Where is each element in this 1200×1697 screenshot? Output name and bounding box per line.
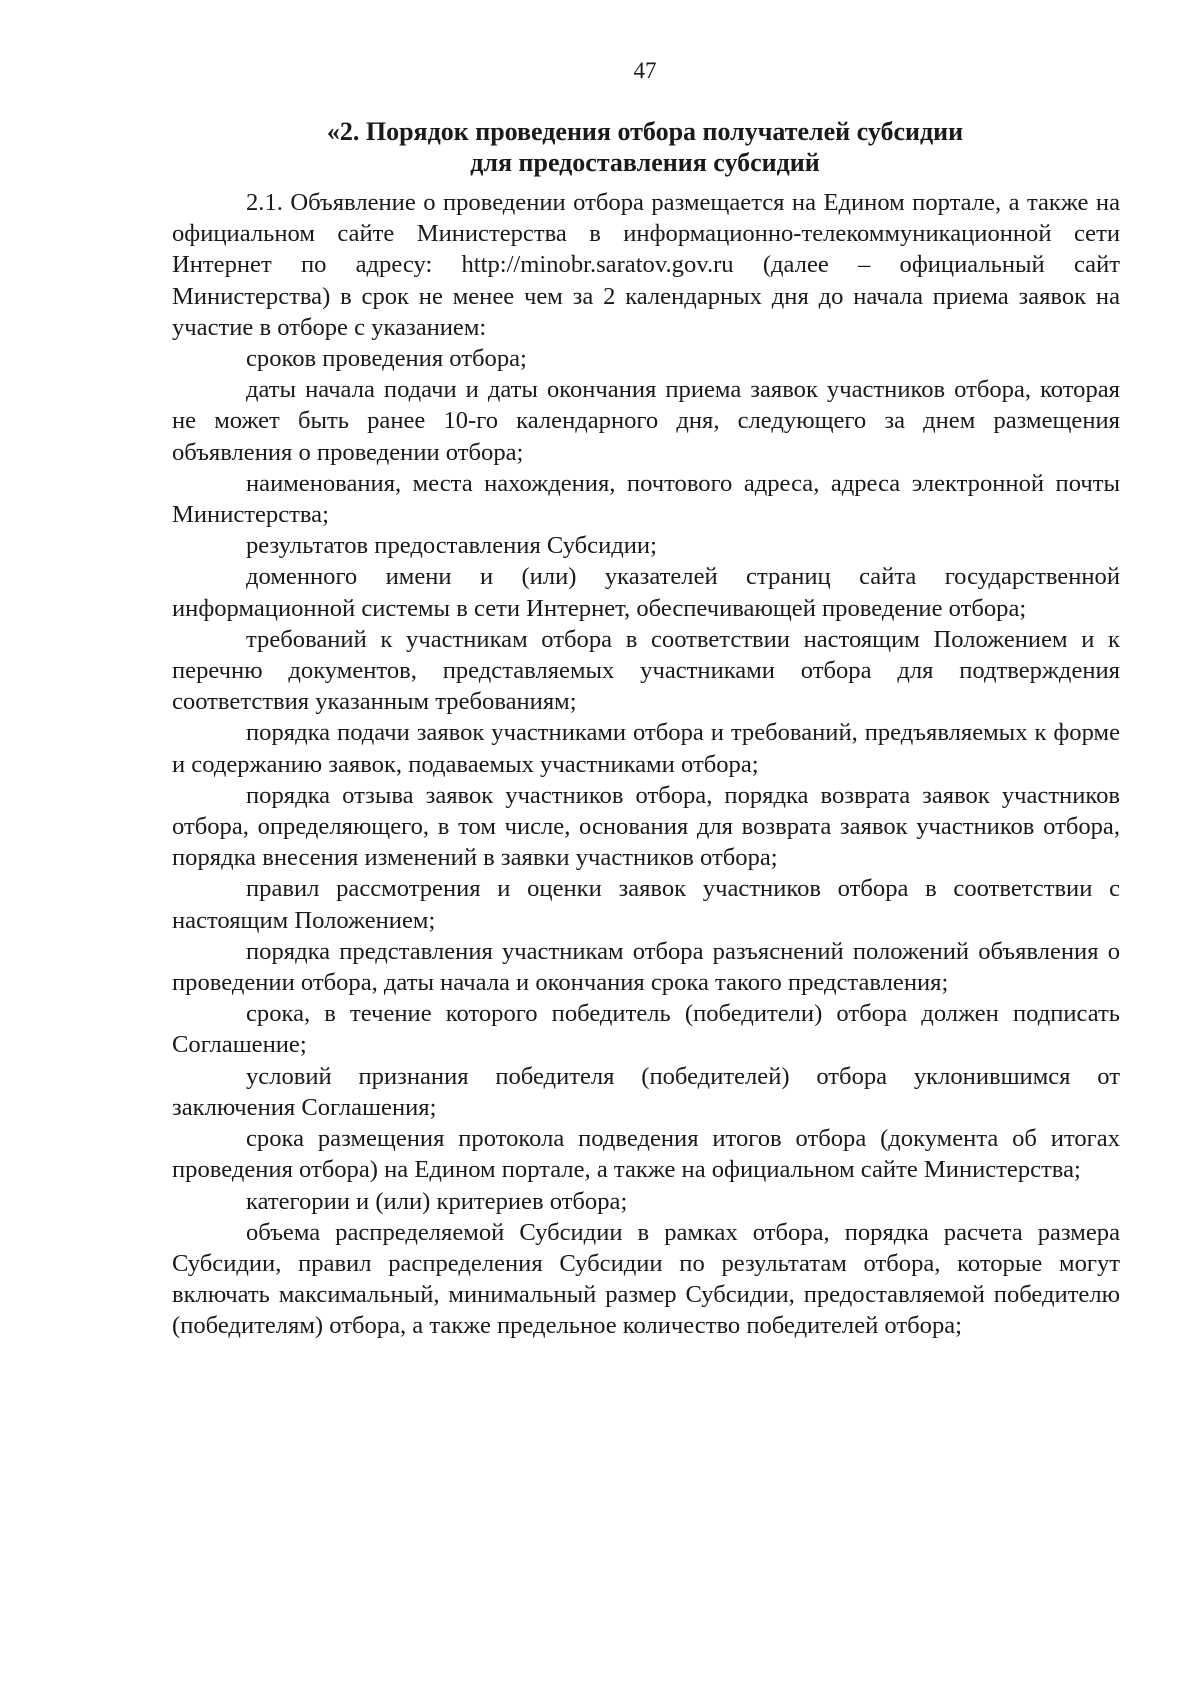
page-number: 47 — [633, 58, 657, 83]
section-heading-line-1: «2. Порядок проведения отбора получателей субсидии — [326, 117, 964, 146]
list-item-review-rules: правил рассмотрения и оценки заявок участников отбора в соответствии с настоящим Положением; — [172, 875, 1120, 934]
list-item-requirements: требований к участникам отбора в соответствии настоящим Положением и к перечню документов, представляемых участниками отбора для подтверждения соответствия указанным требованиям; — [172, 625, 1120, 716]
list-item-criteria: категории и (или) критериев отбора; — [246, 1187, 628, 1215]
list-item-dates: даты начала подачи и даты окончания приема заявок участников отбора, которая не может быть ранее 10-го календарного дня, следующего за днем размещения объявления о проведении отбора; — [172, 376, 1120, 466]
list-item-ministry-contacts: наименования, места нахождения, почтового адреса, адреса электронной почты Министерства; — [172, 469, 1120, 529]
list-item-withdrawal-order: порядка отзыва заявок участников отбора, порядка возврата заявок участников отбора, определяющего, в том числе, основания для возврата заявок участников отбора, порядка внесения изменений в заявки участников отбора; — [172, 781, 1120, 872]
list-item-subsidy-volume: объема распределяемой Субсидии в рамках отбора, порядка расчета размера Субсидии, правил распределения Субсидии по результатам отбора, которые могут включать максимальный, минимальный размер Субсидии, предоставляемой победителю (победителям) отбора, а также предельное количество победителей отбора; — [172, 1218, 1120, 1340]
list-item-evasion-conditions: условий признания победителя (победителей) отбора уклонившимся от заключения Соглашения; — [172, 1062, 1120, 1121]
paragraph-2-1: 2.1. Объявление о проведении отбора размещается на Едином портале, а также на официальном сайте Министерства в информационно-телекоммуникационной сети Интернет по адресу: http://minobr.saratov.gov.ru (далее – официальный сайт Министерства) в срок не менее чем за 2 календарных дня до начала приема заявок на участие в отборе с указанием: — [172, 189, 1120, 341]
list-item-submission-order: порядка подачи заявок участниками отбора и требований, предъявляемых к форме и содержанию заявок, подаваемых участниками отбора; — [172, 719, 1120, 778]
list-item-clarifications: порядка представления участникам отбора разъяснений положений объявления о проведении отбора, даты начала и окончания срока такого представления; — [172, 937, 1120, 997]
section-heading-line-2: для предоставления субсидий — [470, 148, 820, 177]
body-text — [172, 187, 1120, 1342]
section-heading — [170, 116, 1120, 178]
list-item-periods: сроков проведения отбора; — [246, 345, 527, 373]
list-item-protocol-term: срока размещения протокола подведения итогов отбора (документа об итогах проведения отбора) на Едином портале, а также на официальном сайте Министерства; — [172, 1125, 1120, 1184]
list-item-agreement-term: срока, в течение которого победитель (победители) отбора должен подписать Соглашение; — [172, 1000, 1120, 1059]
list-item-results: результатов предоставления Субсидии; — [246, 532, 657, 560]
list-item-domain: доменного имени и (или) указателей страниц сайта государственной информационной системы в сети Интернет, обеспечивающей проведение отбора; — [172, 563, 1120, 622]
